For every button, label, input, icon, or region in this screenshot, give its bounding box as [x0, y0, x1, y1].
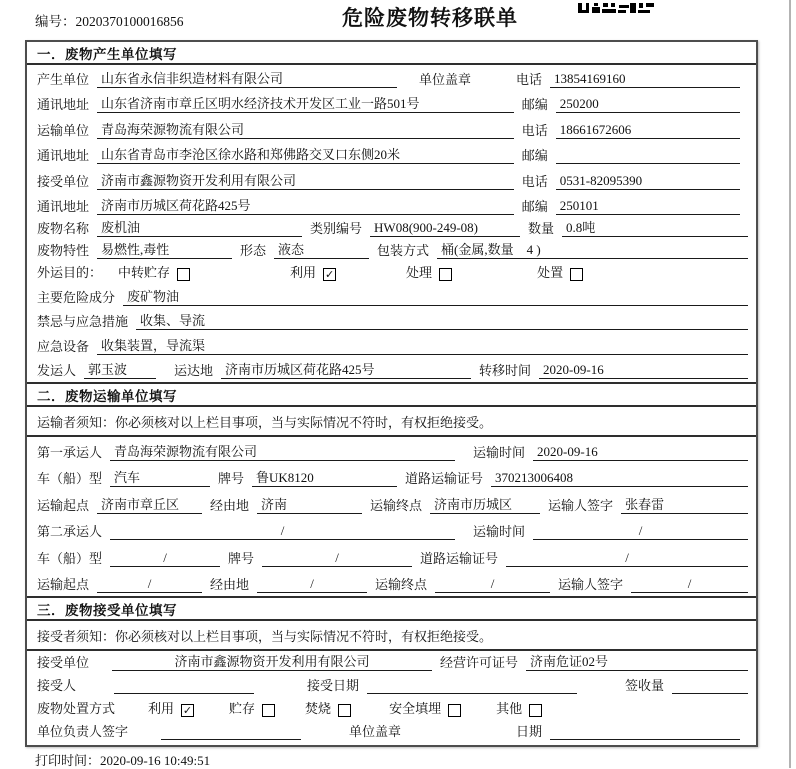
field-value: / — [262, 550, 412, 567]
checkbox-label: 中转贮存 — [118, 265, 171, 280]
field-label: 接受单位 — [37, 655, 90, 670]
field-label: 第一承运人 — [37, 444, 103, 460]
field-label: 经由地 — [210, 497, 250, 513]
form-row — [27, 517, 756, 544]
field-label: 形态 — [240, 243, 267, 258]
field-value: 废矿物油 — [123, 286, 748, 306]
field-value: 370213006408 — [491, 470, 748, 487]
field-value: 液态 — [274, 239, 369, 259]
field-label: 通讯地址 — [37, 148, 90, 163]
field-value: 收集装置，导流渠 — [97, 335, 748, 355]
checkbox-field — [406, 262, 452, 281]
checkbox-unchecked-icon — [448, 704, 461, 717]
print-time-value: 2020-09-16 10:49:51 — [100, 753, 211, 768]
field-label: 签收量 — [625, 678, 665, 693]
qr-code-fragment — [578, 0, 656, 10]
field-value: / — [631, 576, 748, 593]
field-value — [672, 679, 748, 694]
field-value: 济南市鑫源物资开发利用有限公司 — [97, 170, 514, 190]
field-value: 0.8吨 — [562, 217, 748, 237]
field-label: 单位盖章 — [419, 71, 472, 87]
field-label: 邮编 — [521, 97, 548, 112]
field-value: 济南市历城区荷花路425号 — [97, 195, 514, 215]
field-label: 运输时间 — [473, 524, 526, 539]
section-notice: 运输者须知：你必须核对以上栏目事项，当与实际情况不符时，有权拒绝接受。 — [27, 407, 756, 437]
field-label: 经由地 — [210, 577, 250, 592]
doc-number-label: 编号： — [35, 14, 76, 29]
checkbox-checked-icon: ✓ — [324, 268, 335, 281]
field-label: 经营许可证号 — [440, 655, 519, 670]
field-value: 济南 — [257, 494, 362, 514]
form-table — [25, 40, 758, 747]
print-time-label: 打印时间： — [35, 753, 101, 768]
field-value: 山东省永信非织造材料有限公司 — [97, 68, 397, 88]
field-value: 郭玉波 — [84, 359, 156, 379]
form-row — [27, 333, 756, 358]
section-header: 二．废物运输单位填写 — [27, 382, 756, 407]
field-label: 运输人签字 — [558, 577, 624, 592]
field-label: 运达地 — [174, 363, 214, 378]
checkbox-label: 安全填埋 — [389, 701, 442, 716]
form-row — [27, 91, 756, 117]
checkbox-unchecked-icon — [177, 268, 190, 281]
checkbox-field — [290, 262, 336, 281]
checkbox-checked-icon: ✓ — [182, 704, 193, 717]
checkbox-label: 焚烧 — [305, 701, 332, 716]
form-row — [27, 284, 756, 309]
field-value: / — [533, 523, 748, 540]
checkbox-field — [389, 698, 461, 717]
form-row — [27, 193, 756, 219]
field-value: 张春雷 — [621, 494, 748, 514]
field-label: 运输起点 — [37, 577, 90, 592]
field-label: 牌号 — [218, 471, 245, 486]
checkbox-unchecked-icon — [439, 268, 452, 281]
form-row — [27, 240, 756, 262]
field-label: 电话 — [521, 122, 548, 138]
field-label: 牌号 — [228, 550, 255, 566]
form-row — [27, 720, 756, 743]
form-row — [27, 218, 756, 240]
field-label: 车（船）型 — [37, 471, 103, 486]
field-value: / — [435, 576, 550, 593]
checkbox-field — [148, 698, 194, 717]
form-row — [27, 65, 756, 91]
form-row — [27, 358, 756, 383]
checkbox-unchecked-icon — [338, 704, 351, 717]
field-value: 18661672606 — [556, 122, 740, 139]
form-row — [27, 142, 756, 168]
field-value: 桶(金属,数量 4 ) — [437, 239, 748, 259]
checkbox-label: 利用 — [148, 701, 175, 716]
field-value: 济南市鑫源物资开发利用有限公司 — [112, 651, 432, 671]
form-row — [27, 116, 756, 142]
field-value: 13854169160 — [550, 71, 740, 88]
field-label: 接受单位 — [37, 173, 90, 189]
field-label: 类别编号 — [310, 221, 363, 236]
field-label: 转移时间 — [479, 363, 532, 378]
field-value — [114, 679, 254, 694]
form-row — [27, 167, 756, 193]
form-row — [27, 262, 756, 284]
field-label: 电话 — [521, 173, 548, 189]
form-row — [27, 543, 756, 570]
field-label: 废物特性 — [37, 243, 90, 258]
field-label: 废物处置方式 — [37, 701, 116, 716]
checkbox-label: 其他 — [496, 701, 523, 716]
form-title: 危险废物转移联单 — [342, 6, 518, 30]
field-label: 运输单位 — [37, 122, 90, 138]
checkbox-field — [537, 262, 583, 281]
checkbox-unchecked-icon — [529, 704, 542, 717]
form-row — [27, 490, 756, 517]
doc-number-value: 2020370100016856 — [75, 14, 184, 29]
page-edge-line — [789, 0, 791, 768]
section-header: 三．废物接受单位填写 — [27, 596, 756, 621]
field-label: 日期 — [515, 724, 542, 739]
form-row — [27, 464, 756, 491]
field-value — [367, 679, 577, 694]
field-value: 250200 — [556, 96, 740, 113]
field-label: 外运目的： — [37, 265, 103, 280]
form-row — [27, 651, 756, 674]
field-value: 山东省青岛市李沧区徐水路和郑佛路交叉口东侧20米 — [97, 144, 514, 164]
checkbox-field — [496, 698, 542, 717]
field-value: 汽车 — [110, 467, 210, 487]
field-label: 第二承运人 — [37, 524, 103, 539]
field-value: HW08(900-249-08) — [370, 220, 520, 237]
field-label: 单位负责人签字 — [37, 724, 129, 739]
field-label: 包装方式 — [377, 243, 430, 258]
field-value: 济南市章丘区 — [97, 494, 202, 514]
checkbox-label: 贮存 — [229, 701, 256, 716]
checkbox-unchecked-icon — [570, 268, 583, 281]
field-label: 道路运输证号 — [420, 550, 499, 566]
field-value: 青岛海荣源物流有限公司 — [110, 441, 455, 461]
checkbox-label: 利用 — [290, 265, 317, 280]
field-label: 道路运输证号 — [405, 471, 484, 486]
field-label: 废物名称 — [37, 221, 90, 236]
field-value: 济南危证02号 — [526, 651, 748, 671]
field-label: 产生单位 — [37, 71, 90, 87]
field-value: 2020-09-16 — [533, 444, 748, 461]
field-value: / — [110, 550, 220, 567]
field-value — [556, 149, 740, 164]
form-row — [27, 437, 756, 464]
field-label: 运输起点 — [37, 497, 90, 513]
checkbox-label: 处置 — [537, 265, 564, 280]
form-row — [27, 697, 756, 720]
checkbox-field — [118, 262, 190, 281]
field-label: 运输时间 — [473, 444, 526, 460]
field-label: 单位盖章 — [349, 724, 402, 739]
field-label: 应急设备 — [37, 338, 90, 354]
field-value: 济南市历城区 — [430, 494, 540, 514]
field-value: / — [506, 550, 748, 567]
field-value: 鲁UK8120 — [252, 467, 397, 487]
field-value — [161, 725, 301, 740]
form-row — [27, 309, 756, 334]
field-label: 接受人 — [37, 678, 77, 693]
field-label: 主要危险成分 — [37, 289, 116, 305]
checkbox-field — [229, 698, 275, 717]
field-value: 250101 — [556, 198, 740, 215]
field-value: / — [257, 576, 367, 593]
section-header: 一．废物产生单位填写 — [27, 42, 756, 65]
print-time — [35, 750, 210, 769]
field-value: 易燃性,毒性 — [97, 239, 232, 259]
field-value: 山东省济南市章丘区明水经济技术开发区工业一路501号 — [97, 93, 514, 113]
field-label: 运输终点 — [375, 577, 428, 592]
field-value: 2020-09-16 — [539, 362, 748, 379]
field-label: 运输人签字 — [548, 497, 614, 513]
field-value: 济南市历城区荷花路425号 — [221, 359, 471, 379]
field-value: 0531-82095390 — [556, 173, 740, 190]
form-row — [27, 570, 756, 597]
field-label: 车（船）型 — [37, 550, 103, 566]
field-value — [550, 725, 740, 740]
form-row — [27, 674, 756, 697]
field-label: 运输终点 — [370, 497, 423, 513]
field-label: 通讯地址 — [37, 97, 90, 112]
field-value: 青岛海荣源物流有限公司 — [97, 119, 514, 139]
field-value: 收集、导流 — [136, 310, 748, 330]
field-label: 通讯地址 — [37, 199, 90, 214]
field-label: 邮编 — [521, 148, 548, 163]
field-value: / — [110, 523, 455, 540]
field-value: 废机油 — [97, 217, 302, 237]
field-value: / — [97, 576, 202, 593]
field-label: 电话 — [515, 71, 542, 87]
checkbox-unchecked-icon — [262, 704, 275, 717]
field-label: 邮编 — [521, 199, 548, 214]
field-label: 数量 — [528, 221, 555, 236]
checkbox-field — [305, 698, 351, 717]
field-label: 禁忌与应急措施 — [37, 314, 129, 329]
field-label: 发运人 — [37, 363, 77, 378]
checkbox-label: 处理 — [406, 265, 433, 280]
section-notice: 接受者须知：你必须核对以上栏目事项，当与实际情况不符时，有权拒绝接受。 — [27, 621, 756, 651]
field-label: 接受日期 — [307, 678, 360, 693]
